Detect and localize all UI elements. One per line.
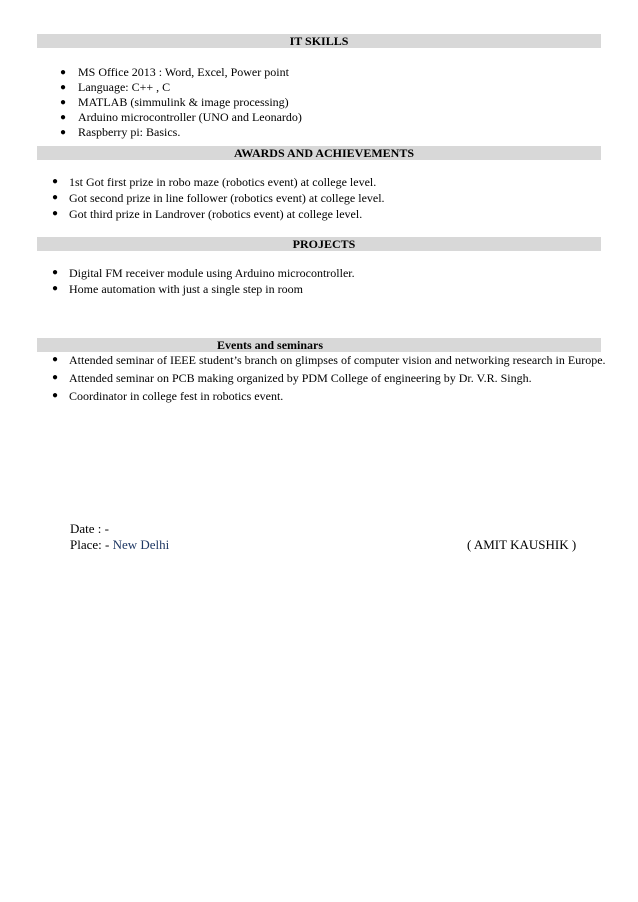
list-item (60, 65, 600, 80)
list-item-text: Got second prize in line follower (robotics event) at college level. (69, 191, 385, 205)
candidate-name: ( AMIT KAUSHIK ) (467, 537, 577, 552)
bullet-icon: ● (52, 176, 59, 187)
place-line (70, 537, 169, 553)
section-title: PROJECTS (292, 237, 356, 251)
bullet-icon: ● (60, 67, 67, 78)
list-item-text: 1st Got first prize in robo maze (robotics event) at college level. (69, 175, 377, 189)
list-item-text: MS Office 2013 : Word, Excel, Power point (78, 65, 289, 79)
section-header-events (37, 338, 601, 352)
bullet-icon: ● (60, 112, 67, 123)
list-item (52, 281, 602, 297)
list-item-text: MATLAB (simmulink & image processing) (78, 95, 289, 109)
list-item (60, 80, 600, 95)
list-item (60, 110, 600, 125)
awards-list (52, 174, 602, 222)
date-label: Date : - (70, 521, 109, 536)
list-item (52, 369, 612, 387)
bullet-icon: ● (52, 390, 59, 401)
list-item (52, 351, 612, 369)
bullet-icon: ● (60, 82, 67, 93)
section-header-projects (37, 237, 601, 251)
list-item-text: Coordinator in college fest in robotics event. (69, 389, 284, 403)
section-header-it-skills (37, 34, 601, 48)
bullet-icon: ● (52, 267, 59, 278)
list-item (52, 265, 602, 281)
it-skills-list (60, 65, 600, 140)
bullet-icon: ● (60, 97, 67, 108)
projects-list (52, 265, 602, 297)
list-item-text: Digital FM receiver module using Arduino microcontroller. (69, 266, 355, 280)
list-item (52, 206, 602, 222)
bullet-icon: ● (52, 192, 59, 203)
list-item-text: Got third prize in Landrover (robotics event) at college level. (69, 207, 363, 221)
section-title: IT SKILLS (289, 34, 349, 48)
list-item (52, 190, 602, 206)
list-item (52, 174, 602, 190)
section-header-awards (37, 146, 601, 160)
place-value: New Delhi (112, 537, 170, 552)
bullet-icon: ● (52, 283, 59, 294)
signature-name (467, 537, 576, 553)
list-item-text: Arduino microcontroller (UNO and Leonardo) (78, 110, 302, 124)
place-label: Place: - (70, 537, 110, 552)
bullet-icon: ● (60, 127, 67, 138)
list-item-text: Language: C++ , C (78, 80, 171, 94)
list-item-text: Raspberry pi: Basics. (78, 125, 181, 139)
list-item (52, 387, 612, 405)
list-item-text: Attended seminar on PCB making organized by PDM College of engineering by Dr. V.R. Singh. (69, 371, 532, 385)
bullet-icon: ● (52, 208, 59, 219)
events-list (52, 351, 612, 405)
list-item (60, 95, 600, 110)
list-item-text: Home automation with just a single step in room (69, 282, 303, 296)
section-title: Events and seminars (217, 338, 324, 352)
bullet-icon: ● (52, 372, 59, 383)
section-title: AWARDS AND ACHIEVEMENTS (233, 146, 415, 160)
bullet-icon: ● (52, 354, 59, 365)
list-item (60, 125, 600, 140)
list-item-text: Attended seminar of IEEE student’s branch on glimpses of computer vision and networking research in Europe. (69, 353, 606, 367)
date-line (70, 521, 109, 537)
